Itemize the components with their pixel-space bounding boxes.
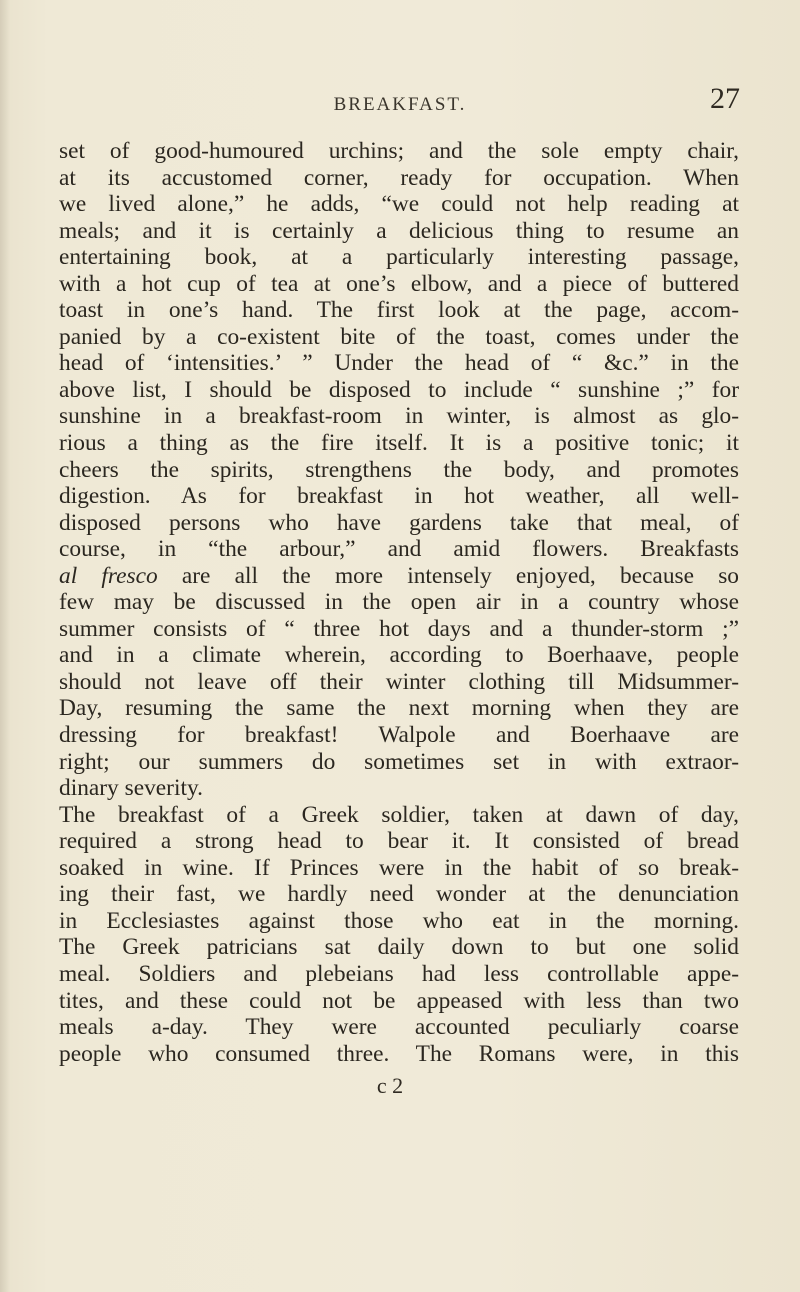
text-line: summer consists of “ three hot days and a thunder-storm ;” <box>59 615 739 642</box>
text-line: dinary severity. <box>59 775 203 802</box>
text-line: at its accustomed corner, ready for occupation. When <box>59 164 739 191</box>
text-line: above list, I should be disposed to include “ sunshine ;” for <box>59 376 739 403</box>
page-number: 27 <box>710 82 740 115</box>
text-line: and in a climate wherein, according to Boerhaave, people <box>59 642 739 669</box>
text-line: required a strong head to bear it. It consisted of bread <box>59 828 739 855</box>
text-line: panied by a co-existent bite of the toast, comes under the <box>59 323 739 350</box>
text-line: The Greek patricians sat daily down to but one solid <box>59 934 739 961</box>
text-line: toast in one’s hand. The first look at the page, accom- <box>59 297 739 324</box>
text-line: head of ‘intensities.’ ” Under the head of “ &c.” in the <box>59 350 739 377</box>
text-line: The breakfast of a Greek soldier, taken at dawn of day, <box>59 801 739 828</box>
text-line: cheers the spirits, strengthens the body, and promotes <box>59 456 739 483</box>
page-header <box>60 82 740 124</box>
text-line: meal. Soldiers and plebeians had less controllable appe- <box>59 960 739 987</box>
text-line-italic-lead <box>59 563 739 590</box>
text-line: entertaining book, at a particularly interesting passage, <box>59 244 739 271</box>
text-line: disposed persons who have gardens take that meal, of <box>59 509 739 536</box>
text-line: dressing for breakfast! Walpole and Boerhaave are <box>59 722 739 749</box>
text-line: Day, resuming the same the next morning when they are <box>59 695 739 722</box>
text-line: tites, and these could not be appeased with less than two <box>59 987 739 1014</box>
text-line: digestion. As for breakfast in hot weather, all well- <box>59 483 739 510</box>
text-line: meals a-day. They were accounted peculiarly coarse <box>59 1014 739 1041</box>
text-line: set of good-humoured urchins; and the sole empty chair, <box>59 138 739 164</box>
text-line: rious a thing as the fire itself. It is a positive tonic; it <box>59 430 739 457</box>
text-line: we lived alone,” he adds, “we could not help reading at <box>59 191 739 218</box>
text-line: soaked in wine. If Princes were in the habit of so break- <box>59 854 739 881</box>
text-line: course, in “the arbour,” and amid flowers. Breakfasts <box>59 536 739 563</box>
text-line: ing their fast, we hardly need wonder at the denunciation <box>59 881 739 908</box>
signature-text: c 2 <box>376 1073 404 1098</box>
text-line: few may be discussed in the open air in a country whose <box>59 589 739 616</box>
text-line: sunshine in a breakfast-room in winter, is almost as glo- <box>59 403 739 430</box>
text-line: right; our summers do sometimes set in with extraor- <box>59 748 739 775</box>
text-line: in Ecclesiastes against those who eat in the morning. <box>59 907 739 934</box>
body-text <box>59 138 739 1067</box>
signature-mark <box>0 1073 800 1099</box>
text-line: meals; and it is certainly a delicious thing to resume an <box>59 217 739 244</box>
running-head: BREAKFAST. <box>333 94 467 115</box>
text-line: with a hot cup of tea at one’s elbow, and a piece of buttered <box>59 270 739 297</box>
text-line: should not leave off their winter clothing till Midsummer- <box>59 668 739 695</box>
text-line: people who consumed three. The Romans were, in this <box>59 1040 739 1067</box>
italic-phrase: al fresco <box>59 562 158 589</box>
text-line-rest: are all the more intensely enjoyed, because so <box>157 562 739 589</box>
